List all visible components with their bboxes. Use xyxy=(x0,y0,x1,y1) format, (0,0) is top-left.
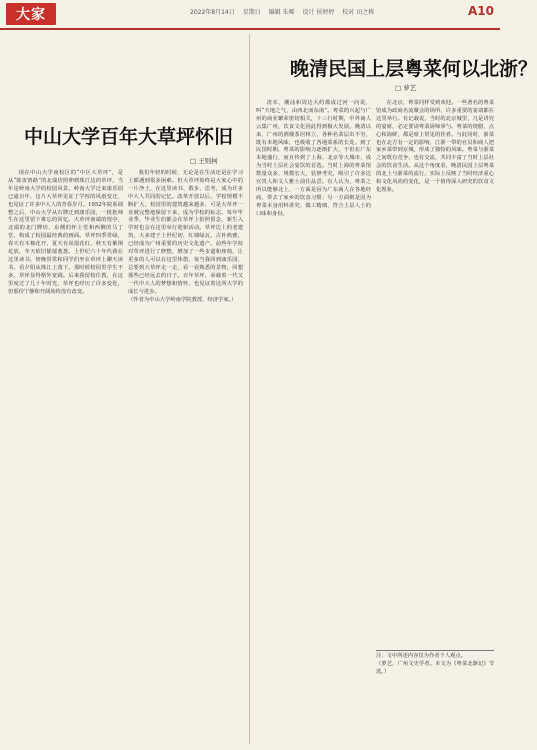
issue-meta xyxy=(190,7,380,16)
proofread-credit: 校对 田之栋 xyxy=(342,9,375,16)
masthead xyxy=(0,0,500,30)
right-article-column-1 xyxy=(256,100,371,645)
left-column-2-text: 我们年轻的时候，无论是在生活还是在学习上都遇到很多困难。但大草坪始终是大家心中的一片净土，在这里读书、散步、思考，成为许多中大人共同的记忆。改革开放以后，学校规模不断扩大，校园里的建筑越来越多，可是大草坪一直被完整地保留下来，成为学校的标志。每年毕业季，毕业生们都会在草坪上拍照留念，新生入学时也会在这里举行迎新活动。草坪边上的老建筑，大多建于上世纪初，红墙绿瓦，古朴典雅，已经成为广州重要的历史文化遗产。前些年学校对草坪进行了修整，增加了一些步道和座椅，让更多的人可以在这里休憩。每当我回到康乐园，总要到大草坪走一走，看一看熟悉的景物，回想那些已经远去的日子。百年草坪，承载着一代又一代中大人的梦想和情怀，也见证着这所大学的成长与进步。 xyxy=(128,170,243,295)
left-article-byline: □ 王则柯 xyxy=(190,157,218,165)
left-article-column-1 xyxy=(8,170,123,743)
right-column-1-text: 清末，潮汕和周边大约都成过河一向说，叫“天地之气，由西北而东南”。粤菜的兴起与广州的商业繁荣密切相关，十三行时期，中外商人云集广州，饮食文化因此得到极大发展。晚清以来，广州的酒楼茶居林立，各种名菜层出不穷，既有本地风味，也吸收了各地菜系的长处。到了民国时期，粤菜的影响力逐渐扩大，不但在广东本地盛行，而且传到了上海、北京等大城市，成为当时上层社会宴饮的首选。当时上海的粤菜馆数量众多，规模宏大，装修考究，吸引了许多达官贵人和文人雅士前往品尝。有人认为，粤菜之所以能够北上，一方面是因为广东商人在各地经商，带去了家乡的饮食习惯；另一方面则是因为粤菜本身用料讲究、做工精细，符合上层人士的口味和身份。 xyxy=(256,100,371,217)
right-author-bio: （萝艺，广州文史学者。本文为《粤菜北渐记》节选。） xyxy=(376,660,494,675)
left-article-title: 中山大学百年大草坪怀旧 xyxy=(24,126,234,148)
right-article-footer xyxy=(376,650,494,745)
column-divider xyxy=(249,34,250,744)
right-article-column-2 xyxy=(376,100,494,645)
left-author-bio: （作者为中山大学岭南学院教授、经济学家。） xyxy=(128,296,237,303)
issue-weekday: 星期日 xyxy=(242,9,261,16)
design-credit: 设计 侯婷婷 xyxy=(302,9,335,16)
editor-credit: 编辑 朱晞 xyxy=(268,9,295,16)
left-column-1-text: 现在中山大学南校区的“中区大草坪”，是从“陈寅恪路”的北端仿照伸到珠江边的草坪，当年是岭南大学的校园风景。岭南大学迁来康乐园已逾百年，这片大草坪见证了学校的风雨变迁，也见证了许多中大人的青春岁月。1952年院系调整之后，中山大学从石牌迁到康乐园，一批批师生在这里留下难忘的回忆。大草坪南端的惺亭、北端的北门牌坊、东侧的怀士堂和西侧的马丁堂，构成了校园最经典的画面。草坪四季常绿，春天有木棉花开，夏天有凤凰花红，秋天有紫荆花放，冬天依旧郁郁葱葱。上世纪六十年代我在这里读书，傍晚常常和同学们坐在草坪上聊天读书，看夕阳从珠江上落下。那时候校园里学生不多，草坪显得格外宽阔。后来我留校任教，在这里度过了几十年时光，草坪也经历了许多变化，但那份宁静和开阔始终没有改变。 xyxy=(8,170,123,295)
right-column-2-text: 在北京，粤菜同样受到欢迎。一些著名的粤菜馆成为政商名流聚会的场所，许多重要的宴请都在这里举行。有记载说，当时的北京城里，凡是讲究的宴席，必定要请粤菜厨师掌勺。粤菜的烧腊、点心和海鲜，都是席上常见的佳肴。与此同时，浙菜也在北方有一定的影响，江浙一带的官员和商人把家乡菜带到京城，形成了独特的风味。粤菜与浙菜之间既有竞争，也有交流，共同丰富了当时上层社会的饮食生活。从这个角度看，晚清民国上层粤菜的北上与浙菜的流行，实际上反映了当时经济重心和文化风尚的变化，是一个值得深入研究的饮食文化现象。 xyxy=(376,100,494,193)
left-author: 王则柯 xyxy=(198,157,218,165)
right-article-title: 晚清民国上层粤菜何以北浙？ xyxy=(290,58,537,80)
section-logo: 大家 xyxy=(6,3,56,25)
right-author: 萝艺 xyxy=(403,84,417,92)
left-article-column-2 xyxy=(128,170,243,743)
right-article-byline: □ 萝艺 xyxy=(395,84,417,92)
right-article-note: 注：文中所述内容仅为作者个人观点。 xyxy=(376,650,494,661)
page-number: A10 xyxy=(468,4,494,18)
issue-date: 2022年8月14日 xyxy=(190,9,235,16)
